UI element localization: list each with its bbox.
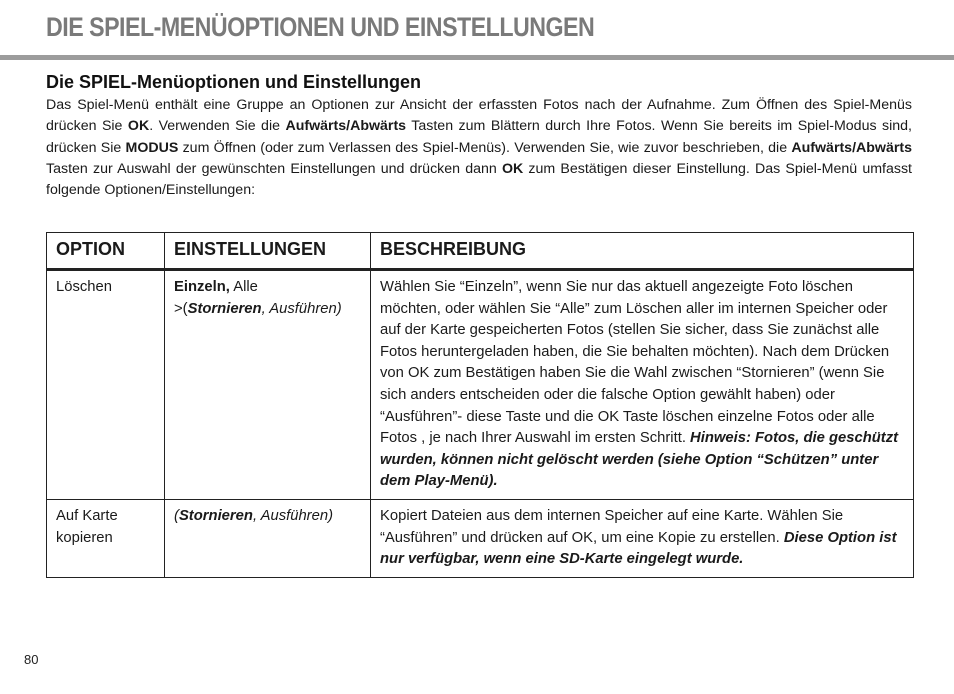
intro-key-mode: MODUS: [125, 139, 179, 156]
setting-cancel: Stornieren: [178, 507, 253, 524]
description-cell: [371, 499, 914, 577]
intro-paragraph: [46, 95, 912, 201]
column-header-settings: EINSTELLUNGEN: [165, 233, 371, 270]
description-note: Hinweis: Fotos, die geschützt wurden, können nicht gelöscht werden (siehe Option “Schützen” unter dem Play-Menü).: [380, 430, 899, 490]
setting-execute: , Ausführen): [261, 300, 342, 317]
setting-cancel: Stornieren: [187, 300, 262, 317]
options-table: [46, 232, 914, 578]
settings-cell: [165, 499, 371, 577]
intro-text-4: zum Öffnen (oder zum Verlassen des Spiel-Menüs). Verwenden Sie, wie zuvor beschrieben, die: [178, 139, 792, 156]
table-row: [47, 499, 914, 577]
setting-all: Alle: [229, 279, 258, 295]
table-row: [47, 270, 914, 500]
description-note: Diese Option ist nur verfügbar, wenn eine SD-Karte eingelegt wurde.: [380, 529, 897, 568]
settings-cell: [165, 270, 371, 500]
intro-key-ok: OK: [127, 118, 150, 135]
description-text: Kopiert Dateien aus dem internen Speicher auf eine Karte. Wählen Sie “Ausführen” und drücken auf OK, um eine Kopie zu erstellen.: [380, 507, 844, 546]
intro-key-up-down-2: Aufwärts/Abwärts: [791, 139, 912, 156]
header-divider: [0, 55, 954, 60]
intro-key-up-down: Aufwärts/Abwärts: [285, 118, 407, 135]
setting-open-paren: (: [174, 507, 179, 524]
intro-text-3: Tasten zum Blättern durch Ihre Fotos. Wenn Sie bereits im Spiel-Modus sind, drücken Sie: [46, 118, 912, 156]
setting-prefix: >(: [174, 300, 188, 317]
intro-text-1: Das Spiel-Menü enthält eine Gruppe an Optionen zur Ansicht der erfassten Fotos nach der Aufnahme. Zum Öffnen des Spiel-Menüs drücken Sie: [46, 97, 912, 135]
table-header-row: [47, 233, 914, 270]
option-cell: Auf Karte kopieren: [47, 499, 165, 577]
setting-execute: , Ausführen): [252, 507, 333, 524]
setting-single: Einzeln,: [174, 279, 230, 295]
section-title: Die SPIEL-Menüoptionen und Einstellungen: [46, 72, 421, 92]
page-header-title: DIE SPIEL-MENÜOPTIONEN UND EINSTELLUNGEN: [46, 12, 595, 42]
column-header-option: OPTION: [47, 233, 165, 270]
description-cell: [371, 270, 914, 500]
description-text: Wählen Sie “Einzeln”, wenn Sie nur das aktuell angezeigte Foto löschen möchten, oder wählen Sie “Alle” zum Löschen aller im internen Speicher oder auf der Karte gespeicherten Fotos (stellen Sie sicher, dass Sie zunächst alle Fotos heruntergeladen haben, die Sie behalten möchten). Nach dem Drücken von OK zum Bestätigen haben Sie die Wahl zwischen “Stornieren” (wenn Sie sich anders entscheiden oder die falsche Option gewählt haben) oder “Ausführen”- diese Taste und die OK Taste löschen einzelne Fotos oder alle Fotos , je nach Ihrer Auswahl im ersten Schritt.: [380, 279, 890, 447]
intro-text-6: zum Bestätigen dieser Einstellung. Das Spiel-Menü umfasst folgende Optionen/Einstellungen:: [46, 160, 912, 199]
intro-text-2: . Verwenden Sie die: [149, 118, 286, 135]
intro-text-5: Tasten zur Auswahl der gewünschten Einstellungen und drücken dann: [46, 160, 502, 177]
column-header-description: BESCHREIBUNG: [371, 233, 914, 270]
page-number: 80: [24, 652, 39, 667]
intro-key-ok-2: OK: [501, 160, 524, 177]
option-cell: Löschen: [47, 270, 165, 500]
